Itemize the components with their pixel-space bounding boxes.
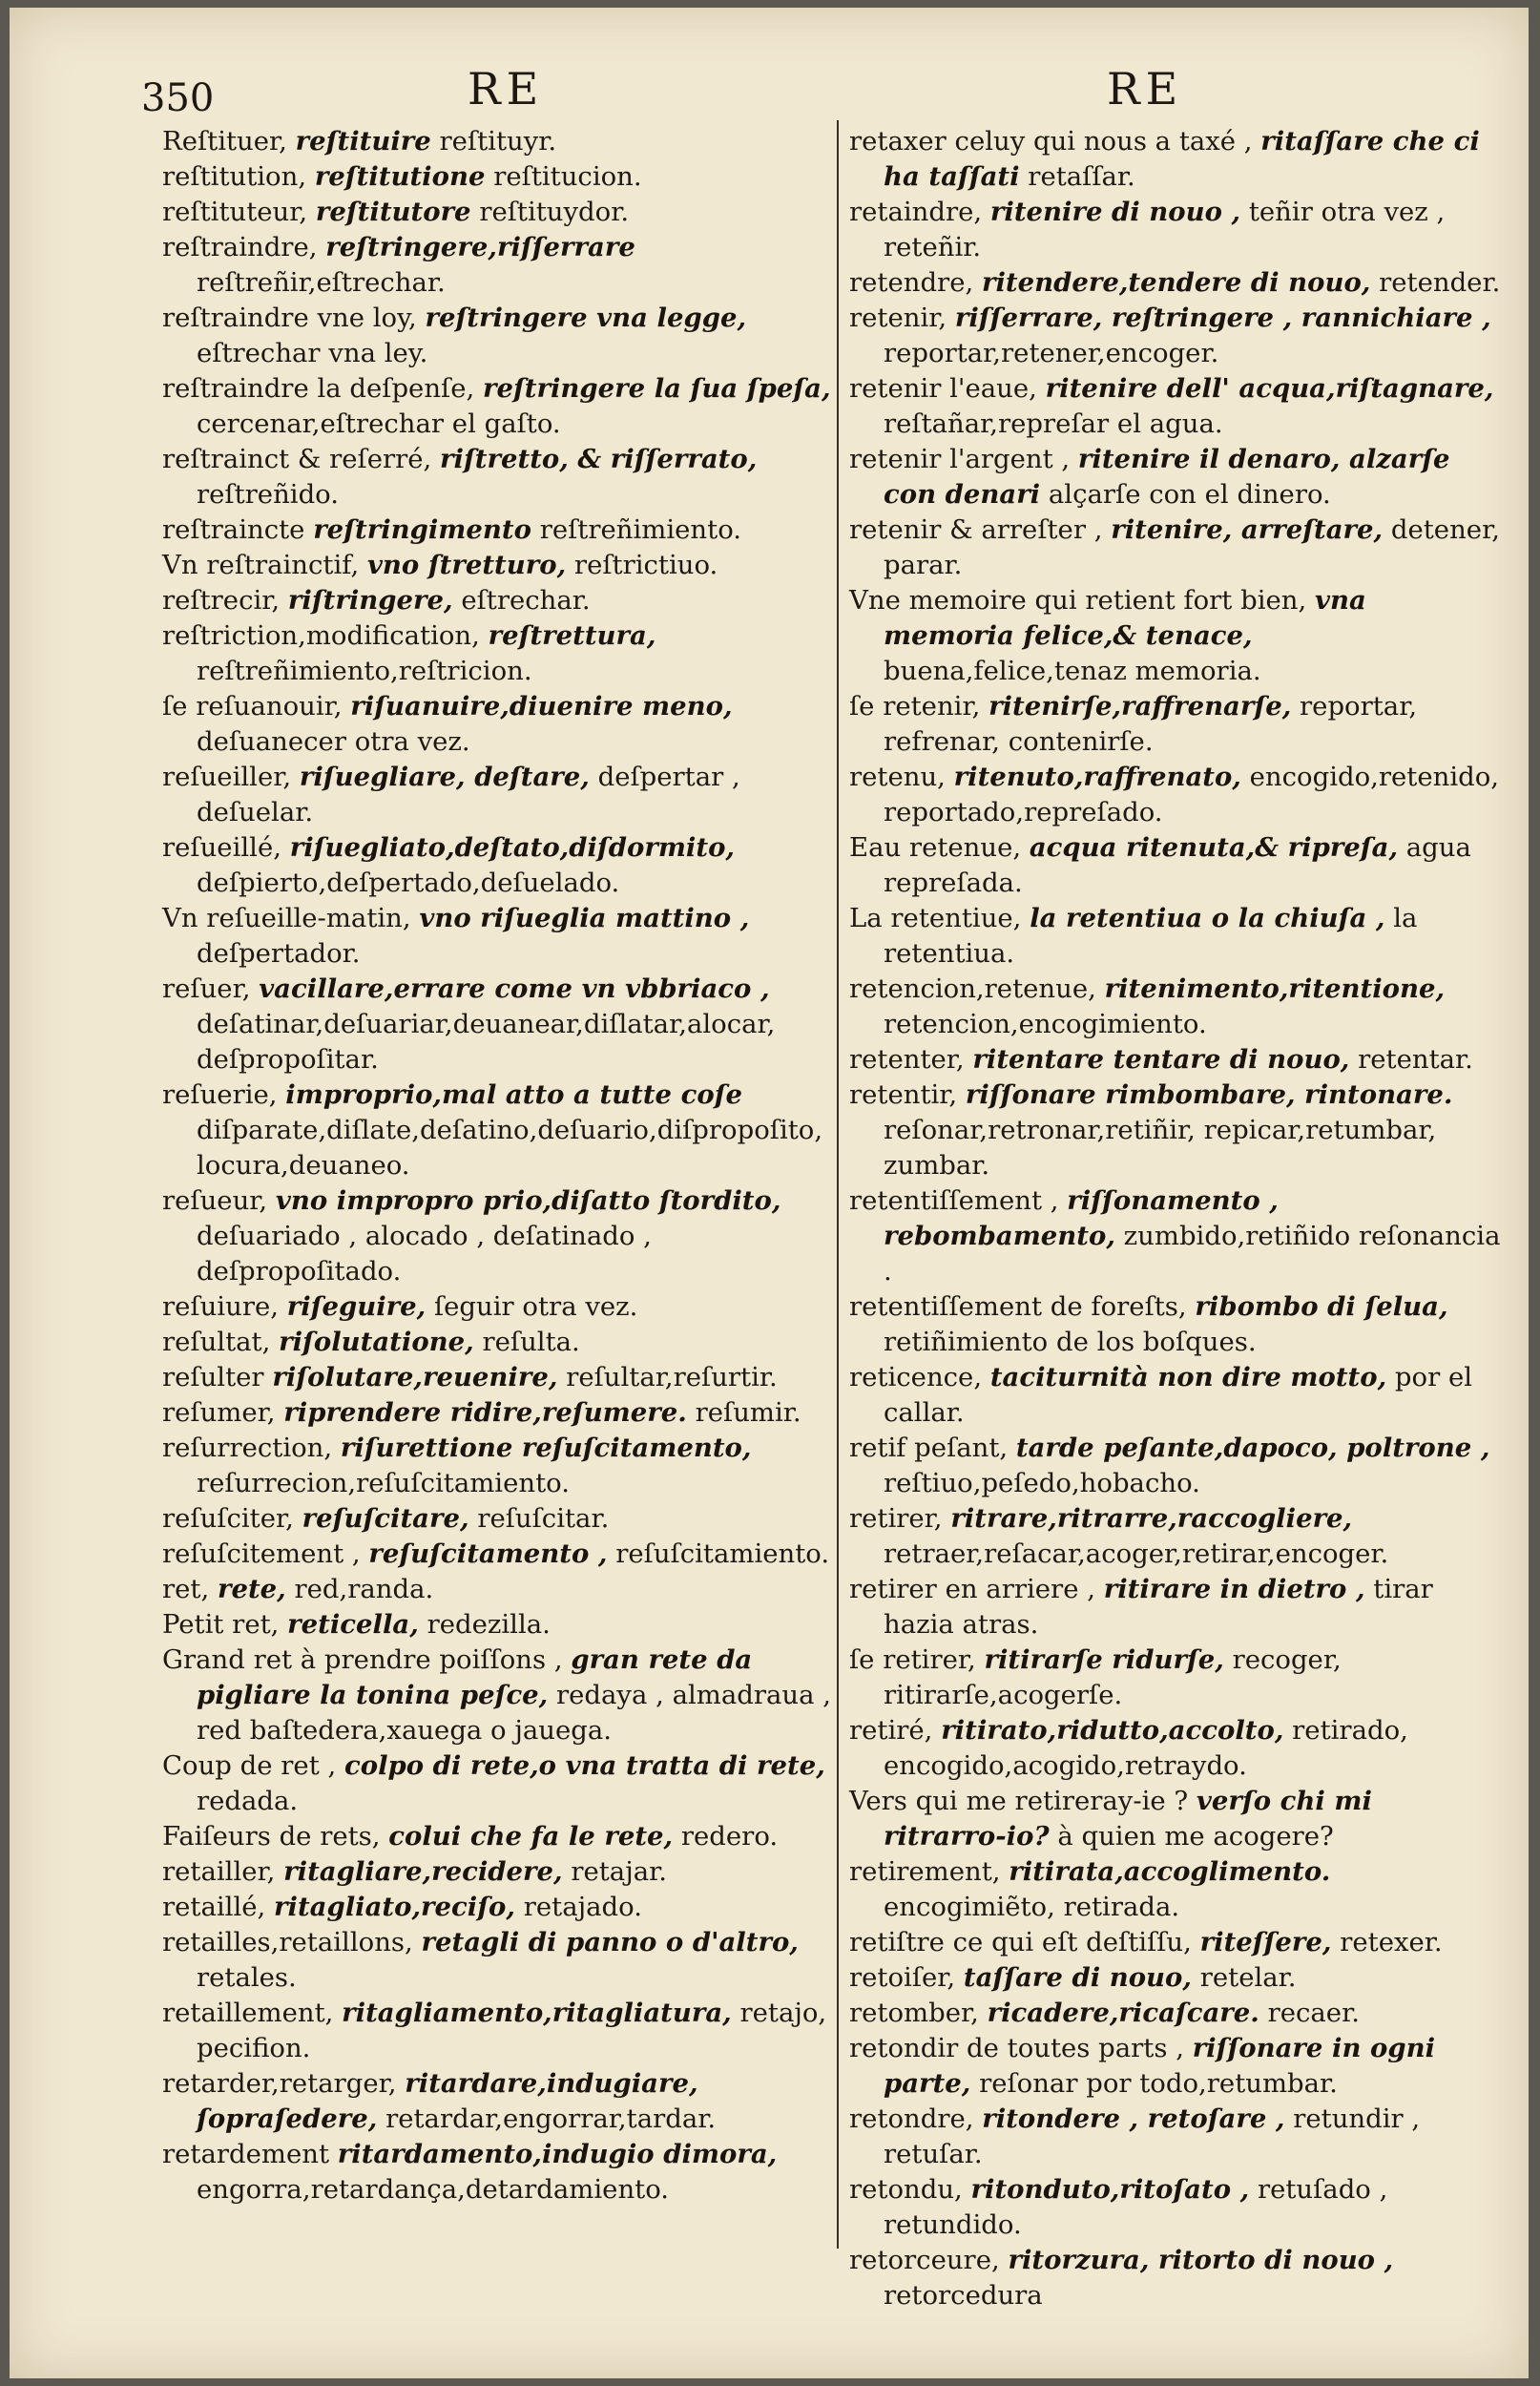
dictionary-entry bbox=[162, 1289, 840, 1325]
italian-translation: ritenire il denaro, alzarſe con denari bbox=[884, 444, 1450, 510]
dictionary-entry bbox=[162, 830, 840, 901]
dictionary-page bbox=[10, 8, 1529, 2378]
spanish-translation: la retentiua. bbox=[884, 903, 1418, 969]
column-divider bbox=[837, 120, 839, 2249]
spanish-translation: reſtreñimiento,reſtricion. bbox=[197, 656, 532, 686]
spanish-translation: retundir , retuſar. bbox=[884, 2103, 1421, 2169]
french-headword: La retentiue, bbox=[849, 903, 1022, 933]
spanish-translation: eſtrechar. bbox=[461, 585, 591, 616]
dictionary-entry bbox=[162, 618, 840, 689]
dictionary-entry bbox=[162, 1854, 840, 1890]
spanish-translation: encogido,retenido, reportado,repreſado. bbox=[884, 762, 1500, 827]
dictionary-entry bbox=[849, 301, 1504, 371]
spanish-translation: ſeguir otra vez. bbox=[433, 1291, 638, 1322]
spanish-translation: deſuanecer otra vez. bbox=[197, 726, 470, 757]
italian-translation: riſurettione reſuſcitamento, bbox=[340, 1433, 752, 1463]
dictionary-entry bbox=[849, 442, 1504, 513]
italian-translation: vacillare,errare come vn vbbriaco , bbox=[259, 973, 770, 1004]
dictionary-entry bbox=[849, 1431, 1504, 1501]
dictionary-entry bbox=[162, 1431, 840, 1501]
dictionary-entry bbox=[849, 371, 1504, 442]
italian-translation: improprio,mal atto a tutte coſe bbox=[285, 1079, 743, 1110]
french-headword: reſtituteur, bbox=[162, 197, 308, 227]
french-headword: retirer en arriere , bbox=[849, 1574, 1095, 1604]
dictionary-entry bbox=[162, 1572, 840, 1607]
dictionary-entry bbox=[162, 1183, 840, 1289]
dictionary-entry bbox=[162, 1501, 840, 1537]
italian-translation: verſo chi mi ritrarro-io? bbox=[884, 1786, 1372, 1852]
dictionary-entry bbox=[849, 2243, 1504, 2313]
spanish-translation: reſtiuo,peſedo,hobacho. bbox=[884, 1468, 1200, 1498]
italian-translation: reſtitutione bbox=[314, 161, 486, 192]
spanish-translation: teñir otra vez , reteñir. bbox=[884, 197, 1446, 262]
italian-translation: colui che fa le rete, bbox=[388, 1821, 674, 1852]
italian-translation: ritenimento,ritentione, bbox=[1104, 973, 1446, 1004]
italian-translation: ritardamento,indugio dimora, bbox=[337, 2139, 778, 2169]
spanish-translation: redaya , almadraua , red baſtedera,xauega o jauega. bbox=[197, 1680, 831, 1746]
italian-translation: retagli di panno o d'altro, bbox=[421, 1927, 799, 1957]
italian-translation: ritenuto,raffrenato, bbox=[953, 762, 1241, 792]
italian-translation: riprendere ridire,reſumere. bbox=[283, 1397, 687, 1428]
french-headword: Petit ret, bbox=[162, 1609, 280, 1640]
dictionary-entry bbox=[162, 583, 840, 618]
dictionary-entry bbox=[162, 195, 840, 230]
french-headword: retardement bbox=[162, 2139, 330, 2169]
italian-translation: riſolutatione, bbox=[279, 1327, 474, 1357]
french-headword: retaillement, bbox=[162, 1998, 334, 2028]
dictionary-entry bbox=[849, 2031, 1504, 2102]
spanish-translation: retentar. bbox=[1358, 1044, 1473, 1075]
italian-translation: la retentiua o la chiuſa , bbox=[1030, 903, 1385, 933]
italian-translation: ritenire di nouo , bbox=[989, 197, 1241, 227]
italian-translation: ritirata,accoglimento. bbox=[1009, 1856, 1331, 1887]
french-headword: ret, bbox=[162, 1574, 210, 1604]
dictionary-entry bbox=[849, 1078, 1504, 1183]
dictionary-entry bbox=[849, 583, 1504, 689]
italian-translation: ritondere , retoſare , bbox=[982, 2103, 1285, 2134]
french-headword: reſtraincte bbox=[162, 514, 305, 545]
dictionary-entry bbox=[162, 371, 840, 442]
italian-translation: riſſonamento , rebombamento, bbox=[884, 1185, 1279, 1251]
dictionary-entry bbox=[162, 760, 840, 830]
spanish-translation: deſpertador. bbox=[197, 938, 361, 969]
dictionary-entry bbox=[162, 1325, 840, 1360]
french-headword: retarder,retarger, bbox=[162, 2068, 397, 2099]
french-headword: reſueur, bbox=[162, 1185, 268, 1216]
dictionary-entry bbox=[849, 1784, 1504, 1854]
spanish-translation: retexer. bbox=[1340, 1927, 1443, 1957]
french-headword: ſe retenir, bbox=[849, 691, 981, 722]
spanish-translation: cercenar,eſtrechar el gaſto. bbox=[197, 408, 561, 439]
french-headword: retendre, bbox=[849, 267, 974, 298]
spanish-translation: reſtrictiuo. bbox=[573, 550, 718, 580]
italian-translation: gran rete da pigliare la tonina peſce, bbox=[197, 1644, 753, 1710]
italian-translation: reſtituire bbox=[295, 126, 431, 157]
spanish-translation: retaſſar. bbox=[1028, 161, 1135, 192]
dictionary-entry bbox=[162, 159, 840, 195]
italian-translation: ritirare in dietro , bbox=[1103, 1574, 1365, 1604]
french-headword: retif peſant, bbox=[849, 1433, 1009, 1463]
french-headword: retorceure, bbox=[849, 2245, 1000, 2275]
french-headword: reſtraindre la deſpenſe, bbox=[162, 373, 475, 404]
dictionary-entry bbox=[162, 513, 840, 548]
italian-translation: acqua ritenuta,& ripreſa, bbox=[1029, 832, 1399, 863]
spanish-translation: à quien me acogere? bbox=[1057, 1821, 1334, 1852]
spanish-translation: retencion,encogimiento. bbox=[884, 1009, 1207, 1039]
french-headword: reſtraindre vne loy, bbox=[162, 303, 417, 333]
italian-translation: ritagliamento,ritagliatura, bbox=[342, 1998, 732, 2028]
italian-translation: reſuſcitamento , bbox=[368, 1538, 608, 1569]
dictionary-entry bbox=[162, 548, 840, 583]
dictionary-entry bbox=[849, 1996, 1504, 2031]
spanish-translation: reſtañar,repreſar el agua. bbox=[884, 408, 1223, 439]
italian-translation: reſtringere la ſua ſpeſa, bbox=[482, 373, 831, 404]
italian-translation: riſtretto, & riſſerrato, bbox=[440, 444, 758, 474]
running-header-right: RE bbox=[1107, 63, 1184, 115]
french-headword: Eau retenue, bbox=[849, 832, 1022, 863]
french-headword: retondu, bbox=[849, 2174, 963, 2205]
dictionary-entry bbox=[849, 2102, 1504, 2172]
french-headword: reſtrecir, bbox=[162, 585, 281, 616]
italian-translation: taſſare di nouo, bbox=[963, 1962, 1192, 1993]
french-headword: reſueillé, bbox=[162, 832, 281, 863]
french-headword: Coup de ret , bbox=[162, 1750, 337, 1781]
dictionary-entry bbox=[849, 195, 1504, 265]
dictionary-entry bbox=[162, 1748, 840, 1819]
french-headword: Faiſeurs de rets, bbox=[162, 1821, 381, 1852]
dictionary-entry bbox=[162, 124, 840, 159]
french-headword: retondre, bbox=[849, 2103, 974, 2134]
dictionary-entry bbox=[162, 1890, 840, 1925]
french-headword: Vn reſtrainctif, bbox=[162, 550, 360, 580]
dictionary-entry bbox=[162, 1395, 840, 1431]
italian-translation: ritirarſe ridurſe, bbox=[984, 1644, 1224, 1675]
spanish-translation: reſonar por todo,retumbar. bbox=[979, 2068, 1338, 2099]
french-headword: Vne memoire qui retient fort bien, bbox=[849, 585, 1307, 616]
dictionary-entry bbox=[849, 1925, 1504, 1960]
spanish-translation: retajo, pecifion. bbox=[197, 1998, 827, 2063]
spanish-translation: redezilla. bbox=[427, 1609, 551, 1640]
dictionary-entry bbox=[162, 1607, 840, 1643]
french-headword: retenir, bbox=[849, 303, 947, 333]
french-headword: retirer, bbox=[849, 1503, 943, 1534]
french-headword: retenir l'argent , bbox=[849, 444, 1071, 474]
french-headword: Vers qui me retireray-ie ? bbox=[849, 1786, 1189, 1816]
dictionary-entry bbox=[849, 1360, 1504, 1431]
italian-translation: riſuegliare, deſtare, bbox=[299, 762, 590, 792]
italian-translation: ritentare tentare di nouo, bbox=[972, 1044, 1350, 1075]
spanish-translation: retajado. bbox=[523, 1892, 642, 1922]
italian-translation: rete, bbox=[217, 1574, 286, 1604]
spanish-translation: retirado, encogido,acogido,retraydo. bbox=[884, 1715, 1408, 1781]
spanish-translation: deſpierto,deſpertado,deſuelado. bbox=[197, 868, 620, 898]
spanish-translation: retuſado , retundido. bbox=[884, 2174, 1388, 2240]
spanish-translation: retardar,engorrar,tardar. bbox=[385, 2103, 717, 2134]
dictionary-entry bbox=[849, 1713, 1504, 1784]
spanish-translation: recaer. bbox=[1267, 1998, 1360, 2028]
spanish-translation: reportar,retener,encoger. bbox=[884, 338, 1219, 368]
running-header-left: RE bbox=[468, 63, 545, 115]
italian-translation: riſolutare,reuenire, bbox=[272, 1362, 558, 1392]
dictionary-entry bbox=[162, 1996, 840, 2066]
italian-translation: riteſſere, bbox=[1199, 1927, 1332, 1957]
french-headword: reſtitution, bbox=[162, 161, 307, 192]
french-headword: retirement, bbox=[849, 1856, 1001, 1887]
italian-translation: ritenire dell' acqua,riſtagnare, bbox=[1045, 373, 1494, 404]
spanish-translation: deſpertar , deſuelar. bbox=[197, 762, 740, 827]
french-headword: ſe retirer, bbox=[849, 1644, 976, 1675]
italian-translation: ritrare,ritrarre,raccogliere, bbox=[950, 1503, 1353, 1534]
dictionary-entry bbox=[849, 1042, 1504, 1078]
french-headword: retiré, bbox=[849, 1715, 933, 1746]
dictionary-entry bbox=[849, 972, 1504, 1042]
italian-translation: vno ſtretturo, bbox=[366, 550, 567, 580]
italian-translation: ritardare,indugiare, ſopraſedere, bbox=[197, 2068, 698, 2134]
page-number: 350 bbox=[141, 76, 215, 120]
spanish-translation: reſuſcitar. bbox=[477, 1503, 610, 1534]
french-headword: retenu, bbox=[849, 762, 946, 792]
spanish-translation: deſuariado , alocado , deſatinado , deſpropoſitado. bbox=[197, 1221, 652, 1287]
italian-translation: ritenire, arreſtare, bbox=[1111, 514, 1384, 545]
french-headword: retondir de toutes parts , bbox=[849, 2033, 1184, 2063]
dictionary-entry bbox=[849, 1183, 1504, 1289]
italian-translation: riſeguire, bbox=[286, 1291, 427, 1322]
dictionary-entry bbox=[849, 760, 1504, 830]
dictionary-entry bbox=[162, 972, 840, 1078]
french-headword: retencion,retenue, bbox=[849, 973, 1096, 1004]
dictionary-entry bbox=[849, 1501, 1504, 1572]
italian-translation: ritagliato,reciſo, bbox=[274, 1892, 515, 1922]
dictionary-entry bbox=[849, 1643, 1504, 1713]
spanish-translation: reportar, refrenar, contenirſe. bbox=[884, 691, 1418, 757]
spanish-translation: engorra,retardança,detardamiento. bbox=[197, 2174, 670, 2205]
spanish-translation: retender. bbox=[1379, 267, 1501, 298]
spanish-translation: retorcedura bbox=[884, 2280, 1043, 2311]
french-headword: Vn reſueille-matin, bbox=[162, 903, 411, 933]
spanish-translation: reſumir. bbox=[695, 1397, 801, 1428]
left-column bbox=[162, 124, 840, 2208]
spanish-translation: retiñimiento de los boſques. bbox=[884, 1327, 1257, 1357]
italian-translation: ritenirſe,raffrenarſe, bbox=[989, 691, 1292, 722]
french-headword: reticence, bbox=[849, 1362, 983, 1392]
italian-translation: tarde peſante,dapoco, poltrone , bbox=[1015, 1433, 1490, 1463]
italian-translation: taciturnità non dire motto, bbox=[989, 1362, 1387, 1392]
italian-translation: riſſerrare, reſtringere , rannichiare , bbox=[954, 303, 1491, 333]
italian-translation: ritonduto,ritoſato , bbox=[970, 2174, 1250, 2205]
dictionary-entry bbox=[849, 1572, 1504, 1643]
dictionary-entry bbox=[162, 2066, 840, 2137]
spanish-translation: buena,felice,tenaz memoria. bbox=[884, 656, 1261, 686]
french-headword: retailler, bbox=[162, 1856, 276, 1887]
italian-translation: reſuſcitare, bbox=[302, 1503, 469, 1534]
french-headword: reſueiller, bbox=[162, 762, 292, 792]
french-headword: ſe reſuanouir, bbox=[162, 691, 343, 722]
french-headword: reſtraindre, bbox=[162, 232, 318, 262]
spanish-translation: encogimiẽto, retirada. bbox=[884, 1892, 1180, 1922]
italian-translation: reſtringere vna legge, bbox=[425, 303, 747, 333]
italian-translation: riſſonare in ogni parte, bbox=[884, 2033, 1436, 2099]
right-column bbox=[849, 124, 1504, 2313]
spanish-translation: por el callar. bbox=[884, 1362, 1473, 1428]
french-headword: retiſtre ce qui eſt deſtiſſu, bbox=[849, 1927, 1192, 1957]
spanish-translation: redada. bbox=[197, 1786, 299, 1816]
french-headword: retentir, bbox=[849, 1079, 958, 1110]
italian-translation: ritaſſare che ci ha taſſati bbox=[884, 126, 1480, 192]
french-headword: reſulter bbox=[162, 1362, 264, 1392]
french-headword: retenir & arreſter , bbox=[849, 514, 1103, 545]
dictionary-entry bbox=[162, 1925, 840, 1996]
dictionary-entry bbox=[849, 124, 1504, 195]
spanish-translation: tirar hazia atras. bbox=[884, 1574, 1433, 1640]
dictionary-entry bbox=[849, 265, 1504, 301]
italian-translation: reſtringere,riſſerrare bbox=[325, 232, 635, 262]
french-headword: retailles,retaillons, bbox=[162, 1927, 413, 1957]
italian-translation: ribombo di ſelua, bbox=[1195, 1291, 1448, 1322]
italian-translation: vno riſueglia mattino , bbox=[419, 903, 750, 933]
french-headword: reſurrection, bbox=[162, 1433, 333, 1463]
italian-translation: reſtitutore bbox=[315, 197, 471, 227]
italian-translation: ritorzura, ritorto di nouo , bbox=[1008, 2245, 1394, 2275]
french-headword: retaxer celuy qui nous a taxé , bbox=[849, 126, 1253, 157]
italian-translation: riſſonare rimbombare, rintonare. bbox=[965, 1079, 1453, 1110]
italian-translation: ritirato,ridutto,accolto, bbox=[941, 1715, 1284, 1746]
spanish-translation: reſultar,reſurtir. bbox=[566, 1362, 778, 1392]
french-headword: reſuſcitement , bbox=[162, 1538, 361, 1569]
french-headword: reſuiure, bbox=[162, 1291, 279, 1322]
spanish-translation: red,randa. bbox=[294, 1574, 434, 1604]
spanish-translation: agua repreſada. bbox=[884, 832, 1471, 898]
dictionary-entry bbox=[849, 513, 1504, 583]
dictionary-entry bbox=[162, 1643, 840, 1748]
dictionary-entry bbox=[849, 830, 1504, 901]
spanish-translation: diſparate,diſlate,deſatino,deſuario,diſpropoſito, locura,deuaneo. bbox=[197, 1115, 823, 1181]
french-headword: retentiſſement , bbox=[849, 1185, 1059, 1216]
french-headword: retaindre, bbox=[849, 197, 983, 227]
spanish-translation: reſtreñir,eſtrechar. bbox=[197, 267, 446, 298]
spanish-translation: retraer,reſacar,acoger,retirar,encoger. bbox=[884, 1538, 1389, 1569]
italian-translation: ricadere,ricaſcare. bbox=[987, 1998, 1259, 2028]
dictionary-entry bbox=[162, 442, 840, 513]
french-headword: retaillé, bbox=[162, 1892, 266, 1922]
spanish-translation: reſtreñido. bbox=[197, 479, 339, 510]
french-headword: reſuer, bbox=[162, 973, 251, 1004]
dictionary-entry bbox=[849, 2172, 1504, 2243]
spanish-translation: retelar. bbox=[1199, 1962, 1297, 1993]
dictionary-entry bbox=[162, 2137, 840, 2208]
spanish-translation: retajar. bbox=[571, 1856, 667, 1887]
spanish-translation: reſtreñimiento. bbox=[539, 514, 742, 545]
dictionary-entry bbox=[162, 1819, 840, 1854]
dictionary-entry bbox=[162, 1537, 840, 1572]
french-headword: retenir l'eaue, bbox=[849, 373, 1037, 404]
dictionary-entry bbox=[849, 1960, 1504, 1996]
spanish-translation: reſulta. bbox=[482, 1327, 580, 1357]
dictionary-entry bbox=[849, 689, 1504, 760]
spanish-translation: reſuſcitamiento. bbox=[615, 1538, 830, 1569]
dictionary-entry bbox=[849, 1854, 1504, 1925]
spanish-translation: deſatinar,deſuariar,deuanear,diſlatar,alocar, deſpropoſitar. bbox=[197, 1009, 776, 1075]
french-headword: Grand ret à prendre poiſſons , bbox=[162, 1644, 563, 1675]
french-headword: retomber, bbox=[849, 1998, 979, 2028]
spanish-translation: redero. bbox=[680, 1821, 779, 1852]
italian-translation: ritagliare,recidere, bbox=[283, 1856, 563, 1887]
french-headword: retentiſſement de foreſts, bbox=[849, 1291, 1187, 1322]
spanish-translation: retales. bbox=[197, 1962, 297, 1993]
dictionary-entry bbox=[162, 1078, 840, 1183]
dictionary-entry bbox=[162, 1360, 840, 1395]
spanish-translation: reſonar,retronar,retiñir, repicar,retumbar, zumbar. bbox=[884, 1115, 1437, 1181]
french-headword: reſuerie, bbox=[162, 1079, 278, 1110]
dictionary-entry bbox=[162, 689, 840, 760]
french-headword: reſumer, bbox=[162, 1397, 276, 1428]
italian-translation: riſuanuire,diuenire meno, bbox=[350, 691, 733, 722]
spanish-translation: eſtrechar vna ley. bbox=[197, 338, 428, 368]
spanish-translation: zumbido,retiñido reſonancia . bbox=[884, 1221, 1501, 1287]
french-headword: reſtrainct & reſerré, bbox=[162, 444, 432, 474]
french-headword: reſtriction,modification, bbox=[162, 620, 480, 651]
dictionary-entry bbox=[162, 901, 840, 972]
spanish-translation: detener, parar. bbox=[884, 514, 1500, 580]
french-headword: reſultat, bbox=[162, 1327, 271, 1357]
dictionary-entry bbox=[162, 301, 840, 371]
italian-translation: reticella, bbox=[287, 1609, 419, 1640]
italian-translation: reſtrettura, bbox=[488, 620, 656, 651]
italian-translation: riſuegliato,deſtato,diſdormito, bbox=[289, 832, 735, 863]
spanish-translation: reſtituydor. bbox=[479, 197, 630, 227]
dictionary-entry bbox=[162, 230, 840, 301]
italian-translation: vna memoria felice,& tenace, bbox=[884, 585, 1366, 651]
spanish-translation: reſurrecion,reſuſcitamiento. bbox=[197, 1468, 570, 1498]
spanish-translation: recoger, ritirarſe,acogerſe. bbox=[884, 1644, 1342, 1710]
italian-translation: riſtringere, bbox=[287, 585, 453, 616]
french-headword: retenter, bbox=[849, 1044, 965, 1075]
dictionary-entry bbox=[849, 1289, 1504, 1360]
spanish-translation: alçarſe con el dinero. bbox=[1048, 479, 1331, 510]
french-headword: reſuſciter, bbox=[162, 1503, 294, 1534]
italian-translation: vno impropro prio,diſatto ſtordito, bbox=[275, 1185, 781, 1216]
italian-translation: reſtringimento bbox=[313, 514, 531, 545]
french-headword: Reſtituer, bbox=[162, 126, 287, 157]
spanish-translation: reſtitucion. bbox=[493, 161, 642, 192]
french-headword: retoiſer, bbox=[849, 1962, 956, 1993]
spanish-translation: reſtituyr. bbox=[439, 126, 557, 157]
italian-translation: colpo di rete,o vna tratta di rete, bbox=[343, 1750, 825, 1781]
dictionary-entry bbox=[849, 901, 1504, 972]
italian-translation: ritendere,tendere di nouo, bbox=[981, 267, 1371, 298]
